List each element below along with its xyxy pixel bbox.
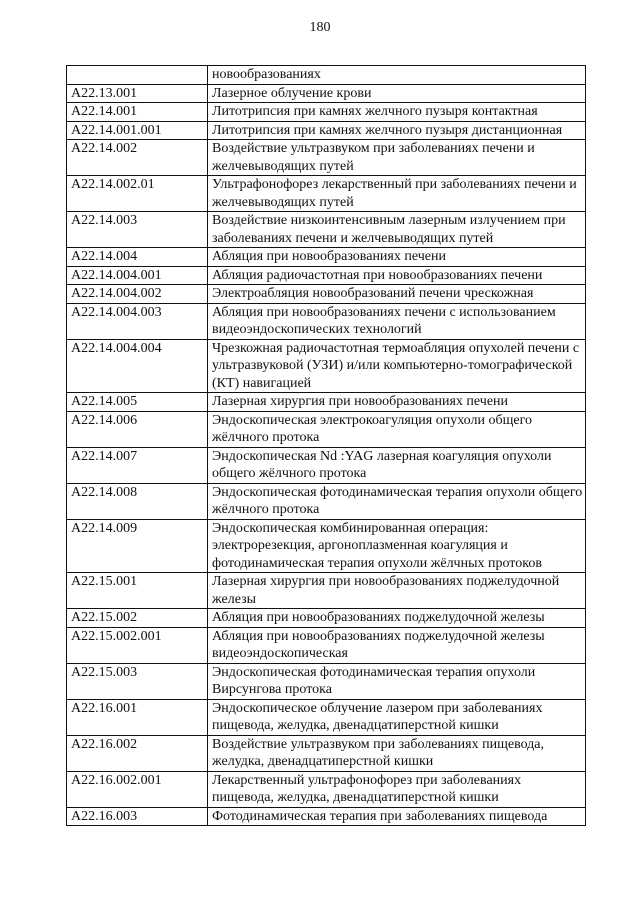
procedure-code-cell: A22.14.001.001: [67, 121, 208, 140]
procedure-name-cell: Абляция при новообразованиях поджелудочной железы видеоэндоскопическая: [208, 627, 586, 663]
table-row: [67, 771, 586, 807]
procedure-code-cell: A22.14.004: [67, 248, 208, 267]
table-row: [67, 627, 586, 663]
procedure-name-cell: Литотрипсия при камнях желчного пузыря контактная: [208, 103, 586, 122]
table-row: [67, 699, 586, 735]
procedure-name-cell: Абляция радиочастотная при новообразованиях печени: [208, 266, 586, 285]
procedure-code-cell: A22.15.002.001: [67, 627, 208, 663]
procedure-code-cell: A22.16.002.001: [67, 771, 208, 807]
procedure-code-cell: A22.14.007: [67, 447, 208, 483]
procedure-name-cell: Лазерная хирургия при новообразованиях поджелудочной железы: [208, 573, 586, 609]
procedure-code-cell: A22.14.005: [67, 393, 208, 412]
procedure-name-cell: Литотрипсия при камнях желчного пузыря дистанционная: [208, 121, 586, 140]
table-row: [67, 84, 586, 103]
table-row: [67, 411, 586, 447]
table-row: [67, 121, 586, 140]
procedure-name-cell: Эндоскопическая комбинированная операция: электрорезекция, аргоноплазменная коагуляция и фотодинамическая терапия опухоли жёлчных протоков: [208, 519, 586, 573]
procedure-name-cell: Эндоскопическая фотодинамическая терапия опухоли Вирсунгова протока: [208, 663, 586, 699]
table-row: [67, 393, 586, 412]
table-row: [67, 735, 586, 771]
procedure-code-cell: A22.14.004.004: [67, 339, 208, 393]
procedure-code-cell: A22.15.003: [67, 663, 208, 699]
procedure-name-cell: Эндоскопическая электрокоагуляция опухоли общего жёлчного протока: [208, 411, 586, 447]
procedure-name-cell: Воздействие низкоинтенсивным лазерным излучением при заболеваниях печени и желчевыводящих путей: [208, 212, 586, 248]
procedure-code-cell: [67, 66, 208, 85]
procedure-name-cell: Лекарственный ультрафонофорез при заболеваниях пищевода, желудка, двенадцатиперстной кишки: [208, 771, 586, 807]
procedure-code-cell: A22.14.004.003: [67, 303, 208, 339]
procedure-name-cell: Ультрафонофорез лекарственный при заболеваниях печени и желчевыводящих путей: [208, 176, 586, 212]
procedure-code-cell: A22.14.001: [67, 103, 208, 122]
procedure-code-cell: A22.14.008: [67, 483, 208, 519]
table-row: [67, 447, 586, 483]
procedure-code-cell: A22.14.003: [67, 212, 208, 248]
procedure-name-cell: Абляция при новообразованиях поджелудочной железы: [208, 609, 586, 628]
table-body: [67, 66, 586, 826]
procedure-name-cell: Электроабляция новообразований печени чрескожная: [208, 285, 586, 304]
procedure-code-cell: A22.15.001: [67, 573, 208, 609]
procedure-code-cell: A22.16.003: [67, 807, 208, 826]
procedure-code-cell: A22.16.001: [67, 699, 208, 735]
procedure-name-cell: Абляция при новообразованиях печени: [208, 248, 586, 267]
table-row: [67, 609, 586, 628]
table-row: [67, 66, 586, 85]
procedure-code-cell: A22.15.002: [67, 609, 208, 628]
procedure-name-cell: Воздействие ультразвуком при заболеваниях пищевода, желудка, двенадцатиперстной кишки: [208, 735, 586, 771]
table-row: [67, 663, 586, 699]
table-row: [67, 266, 586, 285]
procedure-code-cell: A22.13.001: [67, 84, 208, 103]
procedure-code-cell: A22.14.004.001: [67, 266, 208, 285]
table-row: [67, 483, 586, 519]
table-row: [67, 103, 586, 122]
procedure-name-cell: Лазерное облучение крови: [208, 84, 586, 103]
procedure-name-cell: Чрезкожная радиочастотная термоабляция опухолей печени с ультразвуковой (УЗИ) и/или компьютерно-томографической (КТ) навигацией: [208, 339, 586, 393]
table-row: [67, 140, 586, 176]
table-row: [67, 212, 586, 248]
procedure-name-cell: Эндоскопическая Nd :YAG лазерная коагуляция опухоли общего жёлчного протока: [208, 447, 586, 483]
procedure-code-cell: A22.14.006: [67, 411, 208, 447]
procedure-code-table: [66, 65, 586, 826]
procedure-name-cell: Абляция при новообразованиях печени с использованием видеоэндоскопических технологий: [208, 303, 586, 339]
table-row: [67, 519, 586, 573]
procedure-code-cell: A22.14.002: [67, 140, 208, 176]
table-row: [67, 285, 586, 304]
procedure-code-cell: A22.14.002.01: [67, 176, 208, 212]
table-row: [67, 303, 586, 339]
table-row: [67, 573, 586, 609]
page-number: 180: [309, 20, 331, 35]
procedure-code-cell: A22.14.004.002: [67, 285, 208, 304]
procedure-name-cell: Лазерная хирургия при новообразованиях печени: [208, 393, 586, 412]
procedure-name-cell: Эндоскопическая фотодинамическая терапия опухоли общего жёлчного протока: [208, 483, 586, 519]
procedure-name-cell: Эндоскопическое облучение лазером при заболеваниях пищевода, желудка, двенадцатиперстной кишки: [208, 699, 586, 735]
procedure-code-cell: A22.16.002: [67, 735, 208, 771]
table-row: [67, 176, 586, 212]
table-row: [67, 807, 586, 826]
procedure-code-cell: A22.14.009: [67, 519, 208, 573]
procedure-name-cell: Фотодинамическая терапия при заболеваниях пищевода: [208, 807, 586, 826]
table-row: [67, 248, 586, 267]
procedure-name-cell: новообразованиях: [208, 66, 586, 85]
table-row: [67, 339, 586, 393]
procedure-name-cell: Воздействие ультразвуком при заболеваниях печени и желчевыводящих путей: [208, 140, 586, 176]
